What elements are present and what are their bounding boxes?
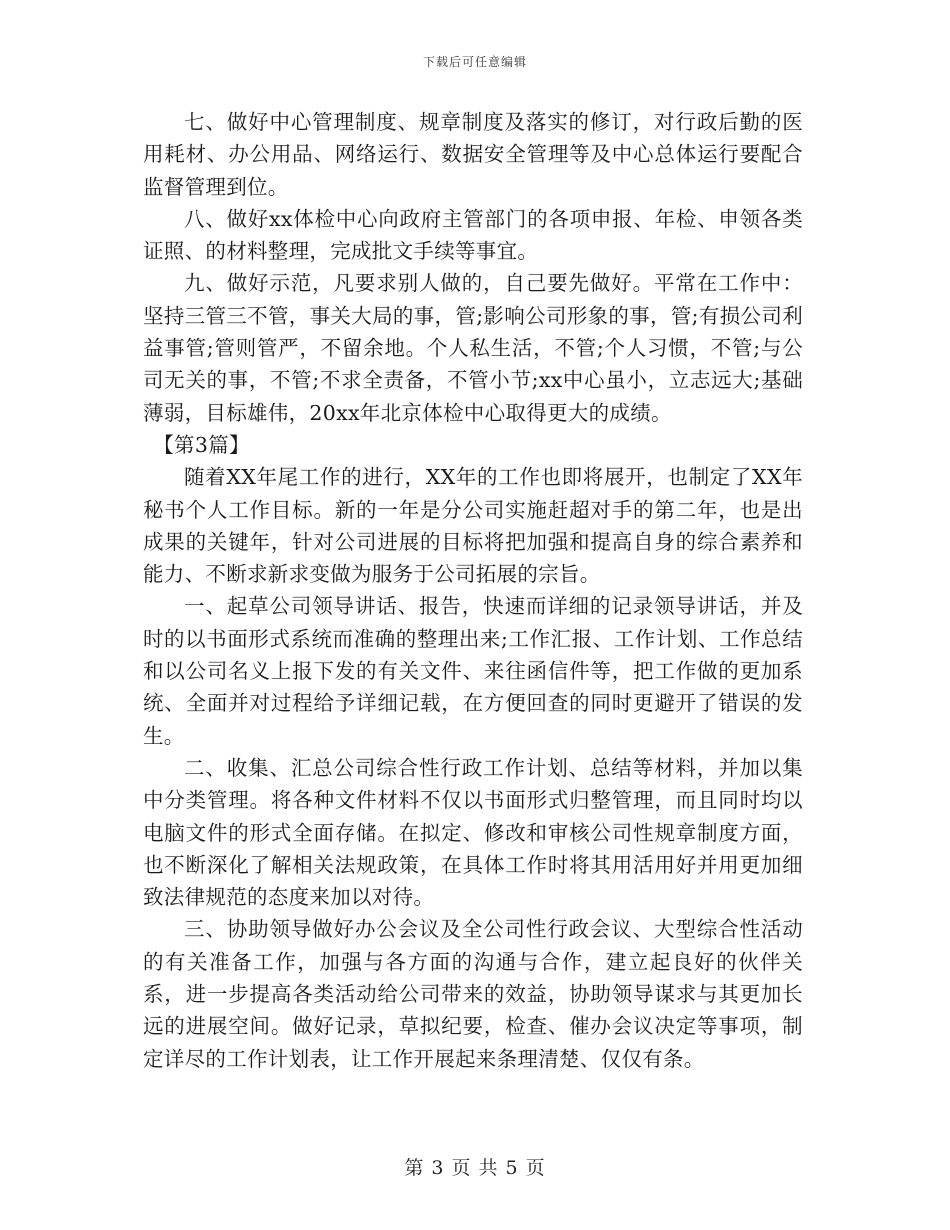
paragraph-intro: 随着XX年尾工作的进行，XX年的工作也即将展开，也制定了XX年秘书个人工作目标。新的一年是分公司实施赶超对手的第二年，也是出成果的关键年，针对公司进展的目标将把加强和提高自身的综合素养和能力、不断求新求变做为服务于公司拓展的宗旨。: [143, 465, 803, 587]
paragraph-item-2: 二、收集、汇总公司综合性行政工作计划、总结等材料，并加以集中分类管理。将各种文件材料不仅以书面形式归整管理，而且同时均以电脑文件的形式全面存储。在拟定、修改和审核公司性规章制度方面，也不断深化了解相关法规政策，在具体工作时将其用活用好并用更加细致法律规范的态度来加以对待。: [143, 755, 803, 910]
paragraph-item-9: 九、做好示范，凡要求别人做的，自己要先做好。平常在工作中：坚持三管三不管，事关大局的事，管;影响公司形象的事，管;有损公司利益事管;管则管严，不留余地。个人私生活，不管;个人习惯，不管;与公司无关的事，不管;不求全责备，不管小节;xx中心虽小，立志远大;基础薄弱，目标雄伟，20xx年北京体检中心取得更大的成绩。: [143, 271, 803, 425]
paragraph-item-3: 三、协助领导做好办公会议及全公司性行政会议、大型综合性活动的有关准备工作，加强与各方面的沟通与合作，建立起良好的伙伴关系，进一步提高各类活动给公司带来的效益，协助领导谋求与其更加长远的进展空间。做好记录，草拟纪要，检查、催办会议决定等事项，制定详尽的工作计划表，让工作开展起来条理清楚、仅仅有条。: [143, 917, 803, 1071]
section-heading: 【第3篇】: [153, 432, 250, 457]
paragraph-item-7: 七、做好中心管理制度、规章制度及落实的修订，对行政后勤的医用耗材、办公用品、网络运行、数据安全管理等及中心总体运行要配合监督管理到位。: [143, 110, 803, 199]
page-number: 第 3 页 共 5 页: [404, 1157, 546, 1179]
paragraph-item-1: 一、起草公司领导讲话、报告，快速而详细的记录领导讲话，并及时的以书面形式系统而准确的整理出来;工作汇报、工作计划、工作总结和以公司名义上报下发的有关文件、来往函信件等，把工作做的更加系统、全面并对过程给予详细记载，在方便回查的同时更避开了错误的发生。: [143, 594, 803, 748]
page-header: 下载后可任意编辑: [422, 55, 527, 69]
document-body: [143, 106, 803, 1075]
paragraph-item-8: 八、做好xx体检中心向政府主管部门的各项申报、年检、申领各类证照、的材料整理，完成批文手续等事宜。: [143, 206, 803, 264]
